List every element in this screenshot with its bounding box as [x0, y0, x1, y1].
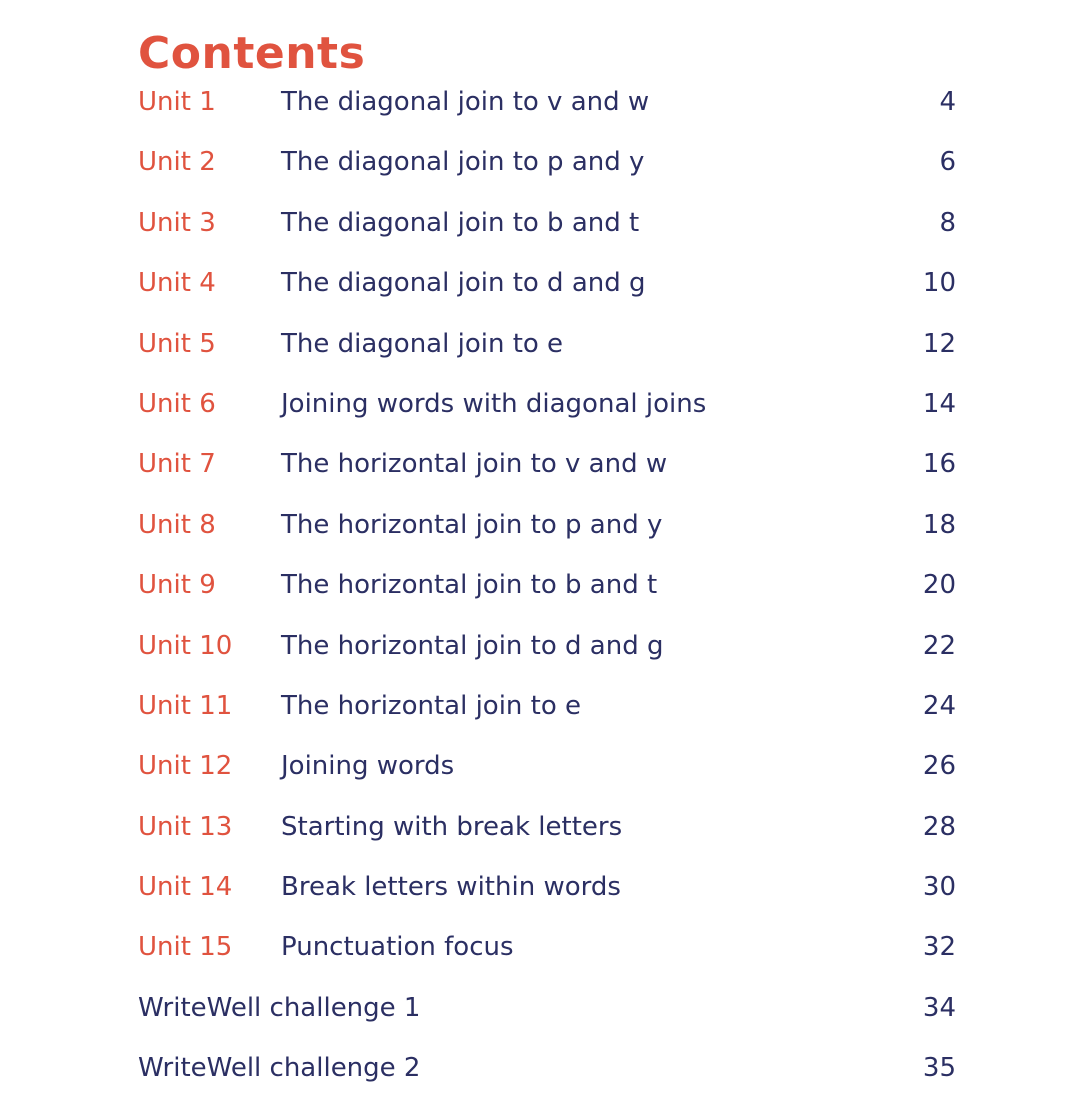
- unit-label: Unit 4: [138, 268, 216, 299]
- unit-topic: Break letters within words: [281, 872, 621, 903]
- toc-row-unit-4[interactable]: [138, 253, 958, 313]
- page-number: 30: [922, 872, 956, 903]
- unit-label: Unit 15: [138, 932, 233, 963]
- page-number: 34: [922, 992, 956, 1023]
- unit-label: Unit 2: [138, 147, 216, 178]
- toc-row-unit-10[interactable]: [138, 616, 958, 676]
- page-number: 28: [922, 811, 956, 842]
- unit-topic: The diagonal join to e: [281, 328, 564, 359]
- page-number: 4: [939, 87, 956, 117]
- toc-row-unit-14[interactable]: [138, 857, 958, 917]
- unit-label: Unit 8: [138, 509, 216, 540]
- page-number: 8: [939, 207, 956, 238]
- toc-row-unit-6[interactable]: [138, 374, 958, 434]
- challenge-label: WriteWell challenge 1: [138, 992, 421, 1023]
- page-number: 22: [922, 630, 956, 661]
- toc-row-unit-7[interactable]: [138, 434, 958, 494]
- unit-label: Unit 13: [138, 811, 233, 842]
- table-of-contents: [138, 72, 958, 1099]
- unit-topic: The diagonal join to p and y: [281, 147, 645, 178]
- unit-label: Unit 11: [138, 690, 233, 721]
- unit-topic: Starting with break letters: [281, 811, 623, 842]
- page-number: 18: [922, 509, 956, 540]
- unit-topic: The horizontal join to p and y: [281, 509, 663, 540]
- challenge-label: WriteWell challenge 2: [138, 1053, 421, 1084]
- unit-label: Unit 9: [138, 570, 216, 601]
- page-number: 12: [922, 328, 956, 359]
- unit-topic: The horizontal join to d and g: [281, 630, 664, 661]
- unit-topic: The diagonal join to b and t: [281, 207, 640, 238]
- page-number: 32: [922, 932, 956, 963]
- toc-row-unit-13[interactable]: [138, 797, 958, 857]
- unit-label: Unit 12: [138, 751, 233, 782]
- page-number: 35: [922, 1053, 956, 1084]
- unit-topic: The horizontal join to b and t: [281, 570, 658, 601]
- unit-label: Unit 3: [138, 207, 216, 238]
- toc-row-challenge-1[interactable]: [138, 978, 958, 1038]
- unit-topic: Joining words with diagonal joins: [281, 388, 707, 419]
- toc-row-challenge-2[interactable]: [138, 1038, 958, 1098]
- toc-row-unit-1[interactable]: [138, 72, 958, 132]
- toc-row-unit-2[interactable]: [138, 132, 958, 192]
- page-number: 10: [922, 268, 956, 299]
- unit-label: Unit 10: [138, 630, 233, 661]
- unit-topic: The horizontal join to e: [281, 690, 582, 721]
- toc-row-unit-11[interactable]: [138, 676, 958, 736]
- unit-label: Unit 6: [138, 388, 216, 419]
- page-number: 6: [939, 147, 956, 178]
- toc-row-unit-12[interactable]: [138, 736, 958, 796]
- unit-topic: The horizontal join to v and w: [281, 449, 668, 480]
- page-number: 24: [922, 690, 956, 721]
- page-number: 26: [922, 751, 956, 782]
- toc-row-unit-5[interactable]: [138, 314, 958, 374]
- toc-row-unit-3[interactable]: [138, 193, 958, 253]
- unit-label: Unit 14: [138, 872, 233, 903]
- page-number: 14: [922, 388, 956, 419]
- unit-topic: Joining words: [281, 751, 455, 782]
- page-title: Contents: [138, 28, 366, 80]
- toc-row-unit-9[interactable]: [138, 555, 958, 615]
- toc-row-unit-15[interactable]: [138, 917, 958, 977]
- unit-topic: The diagonal join to v and w: [281, 87, 650, 117]
- toc-row-unit-8[interactable]: [138, 495, 958, 555]
- unit-topic: The diagonal join to d and g: [281, 268, 646, 299]
- unit-topic: Punctuation focus: [281, 932, 514, 963]
- unit-label: Unit 7: [138, 449, 216, 480]
- page-number: 16: [922, 449, 956, 480]
- page-number: 20: [922, 570, 956, 601]
- unit-label: Unit 5: [138, 328, 216, 359]
- unit-label: Unit 1: [138, 87, 216, 117]
